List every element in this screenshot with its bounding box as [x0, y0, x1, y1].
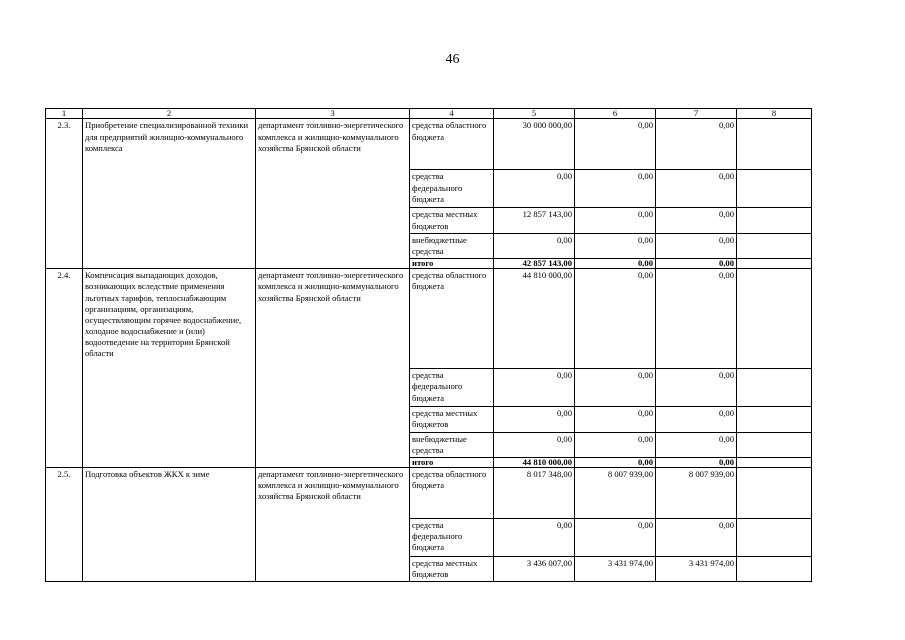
amount-cell: 3 436 007,00 — [494, 556, 575, 581]
table-row — [46, 119, 812, 170]
funding-source: внебюджетные средства — [410, 432, 494, 457]
budget-table — [45, 108, 812, 582]
amount-cell: 0,00 — [494, 518, 575, 556]
funding-source: средства областного бюджета — [410, 269, 494, 369]
amount-cell: 0,00 — [575, 208, 656, 233]
amount-cell: 0,00 — [656, 170, 737, 208]
empty-cell — [737, 119, 812, 170]
table-row — [46, 467, 812, 518]
empty-cell — [737, 259, 812, 269]
item-number: 2.5. — [46, 467, 83, 581]
amount-cell: 0,00 — [656, 269, 737, 369]
amount-cell: 0,00 — [494, 407, 575, 432]
empty-cell — [737, 518, 812, 556]
column-header: 8 — [737, 109, 812, 119]
column-header: 7 — [656, 109, 737, 119]
funding-source: средства областного бюджета — [410, 467, 494, 518]
column-header: 5 — [494, 109, 575, 119]
amount-cell: 0,00 — [494, 369, 575, 407]
funding-source: средства областного бюджета — [410, 119, 494, 170]
amount-cell: 0,00 — [656, 233, 737, 258]
funding-source: средства местных бюджетов — [410, 556, 494, 581]
column-header-row — [46, 109, 812, 119]
item-number: 2.4. — [46, 269, 83, 468]
amount-cell: 8 017 348,00 — [494, 467, 575, 518]
empty-cell — [737, 556, 812, 581]
funding-source: средства федерального бюджета — [410, 170, 494, 208]
amount-cell: 0,00 — [575, 170, 656, 208]
empty-cell — [737, 467, 812, 518]
item-name: Компенсация выпадающих доходов, возникающих вследствие применения льготных тарифов, теплоснабжающим организациям, организациям, осуществляющим горячее водоснабжение, холодное водоснабжение и (или) водоотведение на территории Брянской области — [83, 269, 256, 468]
amount-cell: 44 810 000,00 — [494, 457, 575, 467]
empty-cell — [737, 170, 812, 208]
empty-cell — [737, 407, 812, 432]
amount-cell: 42 857 143,00 — [494, 259, 575, 269]
column-header: 3 — [256, 109, 410, 119]
funding-source: средства местных бюджетов — [410, 407, 494, 432]
amount-cell: 30 000 000,00 — [494, 119, 575, 170]
amount-cell: 0,00 — [575, 369, 656, 407]
empty-cell — [737, 432, 812, 457]
empty-cell — [737, 457, 812, 467]
table-row — [46, 269, 812, 369]
amount-cell: 8 007 939,00 — [575, 467, 656, 518]
amount-cell: 0,00 — [575, 432, 656, 457]
amount-cell: 0,00 — [656, 259, 737, 269]
funding-source: средства местных бюджетов — [410, 208, 494, 233]
amount-cell: 3 431 974,00 — [656, 556, 737, 581]
empty-cell — [737, 208, 812, 233]
funding-source: средства федерального бюджета — [410, 369, 494, 407]
item-executor: департамент топливно-энергетического комплекса и жилищно-коммунального хозяйства Брянской области — [256, 269, 410, 468]
amount-cell: 0,00 — [656, 119, 737, 170]
amount-cell: 0,00 — [575, 457, 656, 467]
funding-source: итого — [410, 457, 494, 467]
column-header: 6 — [575, 109, 656, 119]
amount-cell: 44 810 000,00 — [494, 269, 575, 369]
amount-cell: 0,00 — [656, 518, 737, 556]
amount-cell: 0,00 — [575, 233, 656, 258]
item-executor: департамент топливно-энергетического комплекса и жилищно-коммунального хозяйства Брянской области — [256, 119, 410, 269]
amount-cell: 0,00 — [494, 233, 575, 258]
amount-cell: 0,00 — [575, 259, 656, 269]
amount-cell: 0,00 — [494, 170, 575, 208]
funding-source: итого — [410, 259, 494, 269]
amount-cell: 0,00 — [656, 457, 737, 467]
amount-cell: 0,00 — [494, 432, 575, 457]
item-name: Подготовка объектов ЖКХ к зиме — [83, 467, 256, 581]
funding-source: внебюджетные средства — [410, 233, 494, 258]
amount-cell: 0,00 — [575, 269, 656, 369]
item-number: 2.3. — [46, 119, 83, 269]
amount-cell: 0,00 — [575, 518, 656, 556]
amount-cell: 0,00 — [656, 407, 737, 432]
column-header: 1 — [46, 109, 83, 119]
column-header: 4 — [410, 109, 494, 119]
amount-cell: 8 007 939,00 — [656, 467, 737, 518]
amount-cell: 0,00 — [575, 407, 656, 432]
empty-cell — [737, 369, 812, 407]
empty-cell — [737, 269, 812, 369]
amount-cell: 0,00 — [656, 369, 737, 407]
amount-cell: 12 857 143,00 — [494, 208, 575, 233]
amount-cell: 0,00 — [656, 208, 737, 233]
empty-cell — [737, 233, 812, 258]
amount-cell: 0,00 — [575, 119, 656, 170]
item-name: Приобретение специализированной техники для предприятий жилищно-коммунального комплекса — [83, 119, 256, 269]
page-number: 46 — [445, 52, 460, 67]
amount-cell: 0,00 — [656, 432, 737, 457]
amount-cell: 3 431 974,00 — [575, 556, 656, 581]
column-header: 2 — [83, 109, 256, 119]
item-executor: департамент топливно-энергетического комплекса и жилищно-коммунального хозяйства Брянской области — [256, 467, 410, 581]
funding-source: средства федерального бюджета — [410, 518, 494, 556]
